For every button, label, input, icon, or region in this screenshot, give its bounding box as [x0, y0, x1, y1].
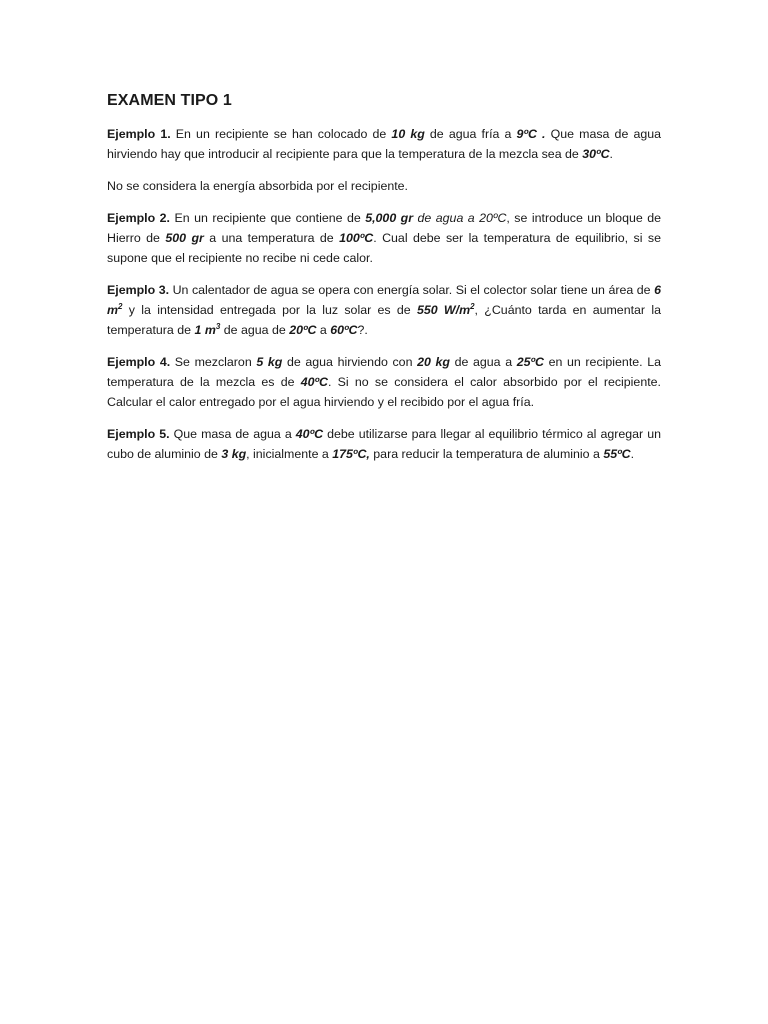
value: 30ºC: [582, 147, 610, 161]
value: 5 kg: [256, 355, 283, 369]
example-2: [107, 208, 661, 268]
value: 20 kg: [417, 355, 450, 369]
example-4-label: Ejemplo 4.: [107, 355, 171, 369]
text: Se mezclaron: [170, 355, 257, 369]
example-4: [107, 352, 661, 412]
value: 40ºC: [300, 375, 328, 389]
text: En un recipiente se han colocado de: [170, 127, 392, 141]
text: .: [609, 147, 613, 161]
value: 100ºC: [339, 231, 374, 245]
example-5: [107, 424, 661, 464]
text: debe utilizarse para llegar al equilibrio térmico al agregar un cubo de aluminio de: [107, 427, 661, 461]
text: a una temperatura de: [203, 231, 340, 245]
text: de agua hirviendo con: [282, 355, 418, 369]
value: 550 W/m: [416, 303, 471, 317]
text: Un calentador de agua se opera con energía solar. Si el colector solar tiene un área de: [169, 283, 655, 297]
value: 1 m: [194, 323, 216, 337]
superscript: 2: [470, 301, 475, 311]
value: 40ºC: [295, 427, 324, 441]
value: 10 kg: [391, 127, 425, 141]
example-3: [107, 280, 661, 340]
text: a: [316, 323, 331, 337]
value: 60ºC: [330, 323, 358, 337]
value: 25ºC: [516, 355, 544, 369]
text: ?.: [357, 323, 368, 337]
text: Que masa de agua a: [169, 427, 296, 441]
value: 175ºC,: [332, 447, 370, 461]
value: 55ºC: [603, 447, 631, 461]
text: .: [630, 447, 635, 461]
example-1-label: Ejemplo 1.: [107, 127, 171, 141]
superscript: 3: [215, 321, 221, 331]
example-2-label: Ejemplo 2.: [107, 211, 170, 225]
text: y la intensidad entregada por la luz solar es de: [122, 303, 417, 317]
document-page: [107, 92, 661, 476]
value: 5,000 gr: [365, 211, 414, 225]
text: de agua a: [449, 355, 517, 369]
text: . Si no se considera el calor absorbido por el recipiente. Calcular el calor entregado por el agua hirviendo y el recibido por el agua fría.: [107, 375, 661, 409]
text: , inicialmente a: [246, 447, 333, 461]
text: de agua fría a: [424, 127, 517, 141]
text: Que masa de agua hirviendo hay que introducir al recipiente para que la temperatura de la mezcla sea de: [107, 127, 662, 161]
text: , ¿Cuánto tarda en aumentar la temperatura de: [107, 303, 661, 337]
document-title: EXAMEN TIPO 1: [107, 92, 232, 109]
value: 500 gr: [165, 231, 204, 245]
example-5-label: Ejemplo 5.: [107, 427, 170, 441]
value: 6 m: [107, 283, 661, 317]
text: en un recipiente. La temperatura de la mezcla es de: [107, 355, 662, 389]
example-1: [107, 124, 661, 164]
note-paragraph: No se considera la energía absorbida por el recipiente.: [107, 179, 408, 193]
text: , se introduce un bloque de Hierro de: [107, 211, 661, 245]
value: 9ºC .: [516, 127, 546, 141]
value: 3 kg: [221, 447, 247, 461]
example-3-label: Ejemplo 3.: [107, 283, 170, 297]
text: de agua de: [220, 323, 290, 337]
superscript: 2: [118, 301, 123, 311]
text: . Cual debe ser la temperatura de equilibrio, si se supone que el recipiente no recibe ni cede calor.: [107, 231, 661, 265]
text: para reducir la temperatura de aluminio a: [369, 447, 604, 461]
value: 20ºC: [289, 323, 317, 337]
text: En un recipiente que contiene de: [170, 211, 366, 225]
value: de agua a 20ºC: [413, 211, 507, 225]
